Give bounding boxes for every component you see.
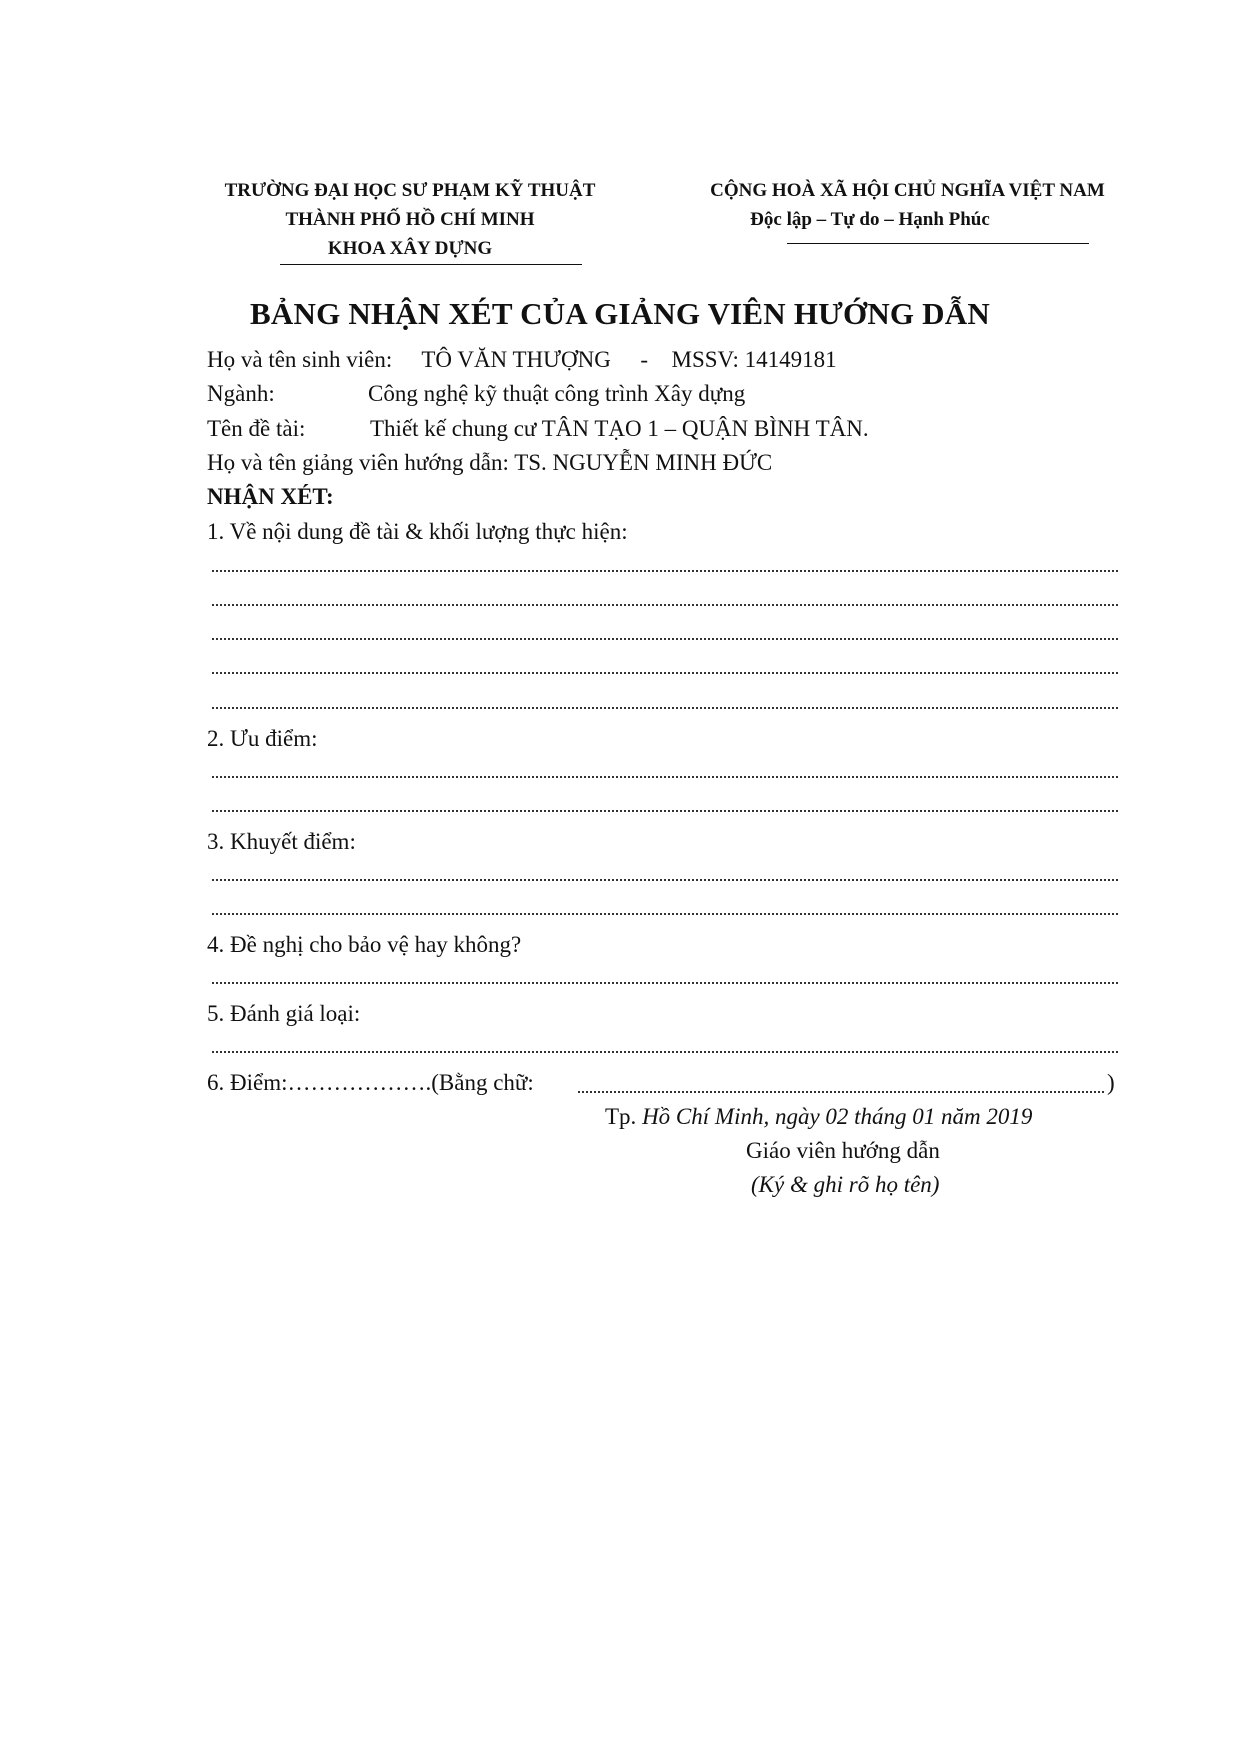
student-label: Họ và tên sinh viên: — [207, 347, 393, 372]
date-text: Hồ Chí Minh, ngày 02 tháng 01 năm 2019 — [642, 1104, 1033, 1129]
section-heading: NHẬN XÉT: — [207, 484, 334, 509]
item-content-volume: 1. Về nội dung đề tài & khối lượng thực hiện: — [207, 519, 628, 544]
score-words-line — [578, 1091, 1104, 1093]
answer-line — [212, 810, 1118, 812]
signature-note: (Ký & ghi rõ họ tên) — [751, 1172, 940, 1197]
advisor-name: TS. NGUYỄN MINH ĐỨC — [514, 450, 773, 475]
answer-line — [212, 913, 1118, 915]
item-score — [207, 1070, 534, 1096]
answer-line — [212, 604, 1118, 606]
major-label: Ngành: — [207, 381, 275, 406]
answer-line — [212, 1051, 1118, 1053]
advisor-line — [207, 450, 772, 476]
student-id: MSSV: 14149181 — [671, 347, 837, 372]
answer-line — [212, 672, 1118, 674]
close-paren: ) — [1107, 1070, 1115, 1095]
city-name: THÀNH PHỐ HỒ CHÍ MINH — [285, 209, 535, 230]
document-title: BẢNG NHẬN XÉT CỦA GIẢNG VIÊN HƯỚNG DẪN — [250, 296, 990, 331]
topic-label: Tên đề tài: — [207, 416, 306, 441]
answer-line — [212, 982, 1118, 984]
university-name: TRƯỜNG ĐẠI HỌC SƯ PHẠM KỸ THUẬT — [224, 180, 596, 201]
advisor-label: Họ và tên giảng viên hướng dẫn: — [207, 450, 509, 475]
faculty-name: KHOA XÂY DỰNG — [327, 238, 493, 259]
student-line — [207, 347, 837, 373]
score-in-words-label: (Bằng chữ: — [431, 1070, 534, 1095]
separator: - — [640, 347, 649, 372]
place-prefix: Tp. — [605, 1104, 637, 1129]
answer-line — [212, 776, 1118, 778]
answer-line — [212, 638, 1118, 640]
item-strengths: 2. Ưu điểm: — [207, 726, 318, 751]
item-grade-classification: 5. Đánh giá loại: — [207, 1001, 361, 1026]
score-label: 6. Điểm: — [207, 1070, 288, 1095]
signature-date — [605, 1104, 1032, 1130]
topic-value: Thiết kế chung cư TÂN TẠO 1 – QUẬN BÌNH TÂN. — [370, 416, 869, 441]
national-motto: Độc lập – Tự do – Hạnh Phúc — [750, 209, 990, 230]
answer-line — [212, 707, 1118, 709]
left-header-rule — [280, 264, 582, 265]
student-name: TÔ VĂN THƯỢNG — [421, 347, 611, 372]
answer-line — [212, 570, 1118, 572]
item-weaknesses: 3. Khuyết điểm: — [207, 829, 356, 854]
major-value: Công nghệ kỹ thuật công trình Xây dựng — [368, 381, 746, 406]
answer-line — [212, 879, 1118, 881]
country-name: CỘNG HOÀ XÃ HỘI CHỦ NGHĨA VIỆT NAM — [710, 180, 1105, 201]
signature-role: Giáo viên hướng dẫn — [746, 1138, 940, 1163]
right-header-rule — [787, 243, 1089, 244]
score-dots: ………………. — [287, 1070, 432, 1095]
item-defense-recommendation: 4. Đề nghị cho bảo vệ hay không? — [207, 932, 522, 957]
